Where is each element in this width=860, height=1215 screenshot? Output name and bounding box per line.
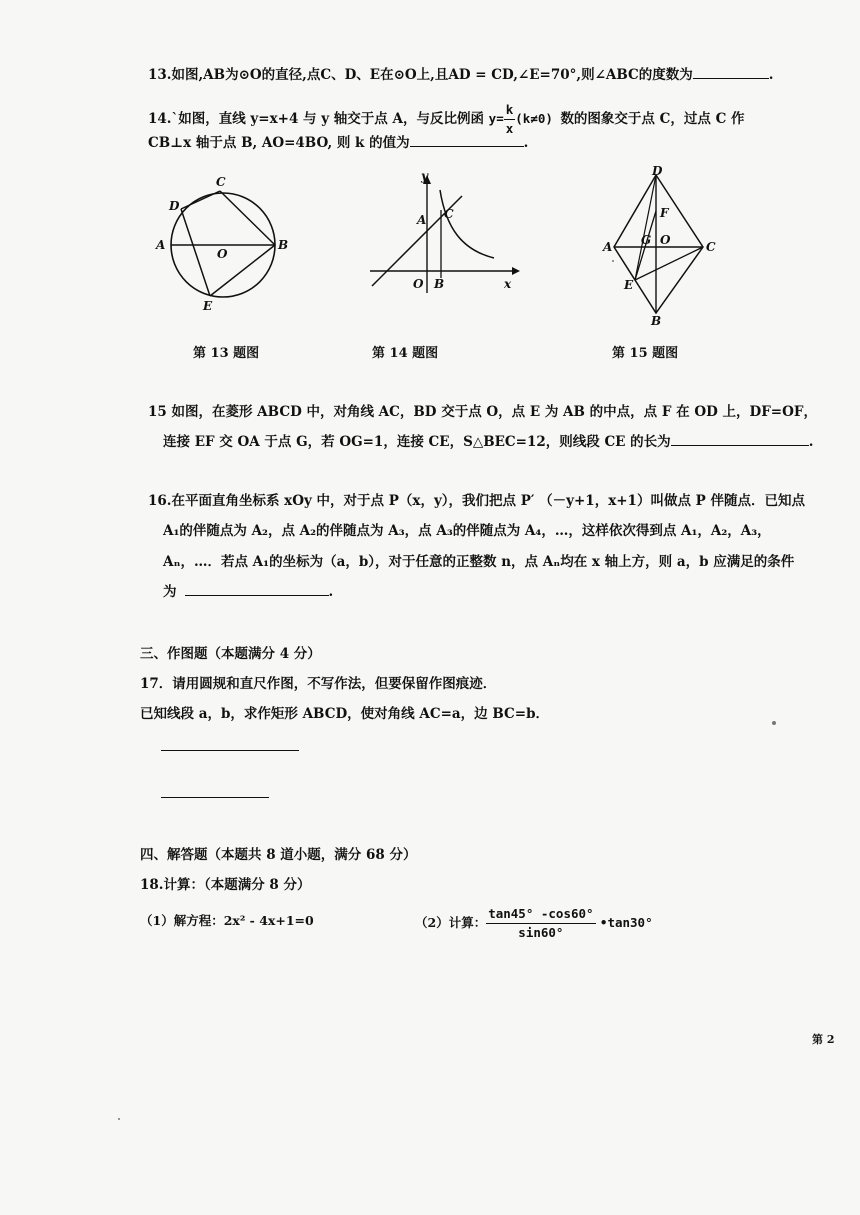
q13-text: 13.如图,AB为⊙O的直径,点C、D、E在⊙O上,且AD = CD,∠E=70°,则∠ABC的度数为	[148, 67, 693, 83]
q18-part2-tail: •tan30°	[599, 915, 653, 930]
q14-text-a: 14.`如图，直线 y=x+4 与 y 轴交于点 A，与反比例函	[148, 111, 484, 127]
answer-blank-14	[410, 134, 524, 147]
answer-blank-13	[693, 66, 769, 79]
fig13-label-b: B	[278, 238, 289, 252]
q18-part2-num: tan45° -cos60°	[486, 905, 595, 924]
fig13-label-a: A	[156, 238, 166, 252]
answer-blank-16	[185, 583, 329, 596]
q14-text-line2: CB⊥x 轴于点 B, AO=4BO, 则 k 的值为	[148, 135, 410, 151]
question-17-line1: 17．请用圆规和直尺作图，不写作法，但要保留作图痕迹．	[140, 676, 497, 692]
caption-fig14: 第 14 题图	[372, 346, 439, 361]
q14-func-prefix: y=	[488, 111, 504, 126]
question-18-title: 18.计算：（本题满分 8 分）	[140, 877, 311, 893]
q14-frac-den: x	[505, 121, 514, 136]
segment-b	[161, 797, 269, 798]
fig13-label-e: E	[203, 299, 213, 313]
question-15-line1	[148, 403, 817, 421]
fig14-label-y: y	[421, 169, 428, 183]
scan-speck	[772, 721, 776, 725]
caption-fig15: 第 15 题图	[612, 346, 679, 361]
question-13: 13.如图,AB为⊙O的直径,点C、D、E在⊙O上,且AD = CD,∠E=70°,则∠ABC的度数为 .	[148, 67, 774, 83]
fig15-label-o: O	[660, 233, 671, 247]
q14-frac-num: k	[504, 101, 516, 120]
q18-part2-den: sin60°	[518, 925, 564, 940]
fig15-label-a: A	[603, 240, 613, 254]
fig14-label-b: B	[434, 277, 445, 291]
fig15-label-e: E	[624, 278, 634, 292]
page-label: 第 2	[812, 1033, 835, 1046]
fig14-hyperbola	[440, 190, 494, 258]
q14-fraction	[504, 101, 516, 138]
fig15-rhombus	[614, 175, 703, 313]
q18-part2-fraction	[486, 905, 595, 942]
q16-text-line1: 16.在平面直角坐标系 xOy 中，对于点 P（x，y），我们把点 P′ （－y+1，x+1）叫做点 P 伴随点．已知点	[148, 493, 805, 509]
fig15-label-g: G	[641, 233, 652, 247]
fig13-chord-de	[181, 209, 210, 296]
q14-text-b: 数的图象交于点 C，过点 C 作	[560, 111, 745, 127]
fig15-line-ce	[635, 247, 703, 280]
question-16-line3	[163, 553, 794, 571]
answer-blank-15	[671, 433, 809, 446]
question-14-line2: CB⊥x 轴于点 B, AO=4BO, 则 k 的值为 .	[148, 135, 529, 151]
figure-15	[600, 165, 725, 330]
caption-fig13: 第 13 题图	[193, 346, 260, 361]
fig14-label-o: O	[413, 277, 424, 291]
question-15-line2: 连接 EF 交 OA 于点 G，若 OG=1，连接 CE，S△BEC=12，则线段 CE 的长为 .	[163, 434, 814, 450]
fig15-label-c: C	[706, 240, 716, 254]
q15-text-line2: 连接 EF 交 OA 于点 G，若 OG=1，连接 CE，S△BEC=12，则线段 CE 的长为	[163, 434, 671, 450]
q16-text-line4: 为	[163, 584, 177, 600]
fig14-label-a: A	[417, 213, 427, 227]
figure-13	[150, 170, 295, 315]
fig14-x-arrow	[512, 267, 520, 275]
fig15-label-d: D	[652, 165, 663, 178]
figure-14	[362, 168, 522, 298]
q15-text-line1: 15 如图，在菱形 ABCD 中，对角线 AC，BD 交于点 O，点 E 为 AB 的中点，点 F 在 OD 上，DF=OF，	[148, 404, 817, 420]
question-16-line2	[163, 522, 771, 540]
section-4-heading: 四、解答题（本题共 8 道小题，满分 68 分）	[140, 847, 417, 863]
scan-speck	[612, 260, 614, 262]
question-16-line1	[148, 492, 805, 510]
q18-part2-label: （2）计算：	[415, 915, 487, 930]
q14-func-cond: (k≠0)	[515, 111, 553, 126]
question-16-line4: 为 .	[163, 584, 334, 600]
fig13-label-o: O	[217, 247, 228, 261]
question-17-line2: 已知线段 a，b，求作矩形 ABCD，使对角线 AC=a，边 BC=b．	[140, 706, 550, 722]
fig13-chord-dc	[181, 191, 220, 209]
fig15-label-b: B	[651, 314, 662, 328]
segment-a	[161, 750, 299, 751]
section-3-heading: 三、作图题（本题满分 4 分）	[140, 646, 321, 662]
fig13-label-c: C	[216, 175, 226, 189]
fig15-line-de	[635, 175, 656, 280]
question-14-line1	[148, 101, 745, 138]
q16-text-line3: Aₙ，…．若点 A₁的坐标为（a，b），对于任意的正整数 n，点 Aₙ均在 x 轴上方，则 a，b 应满足的条件	[163, 554, 795, 570]
scan-speck	[118, 1118, 120, 1120]
fig15-label-f: F	[660, 206, 669, 220]
fig14-label-x: x	[504, 277, 512, 291]
fig13-label-d: D	[169, 199, 180, 213]
q16-text-line2: A₁的伴随点为 A₂，点 A₂的伴随点为 A₃，点 A₃的伴随点为 A₄，…，这样依次得到点 A₁，A₂，A₃，	[163, 523, 771, 539]
fig14-label-c: C	[444, 207, 454, 221]
question-18-part1: （1）解方程：2x² - 4x+1=0	[140, 913, 314, 928]
q14-function	[488, 102, 561, 136]
question-18-part2	[415, 905, 653, 942]
